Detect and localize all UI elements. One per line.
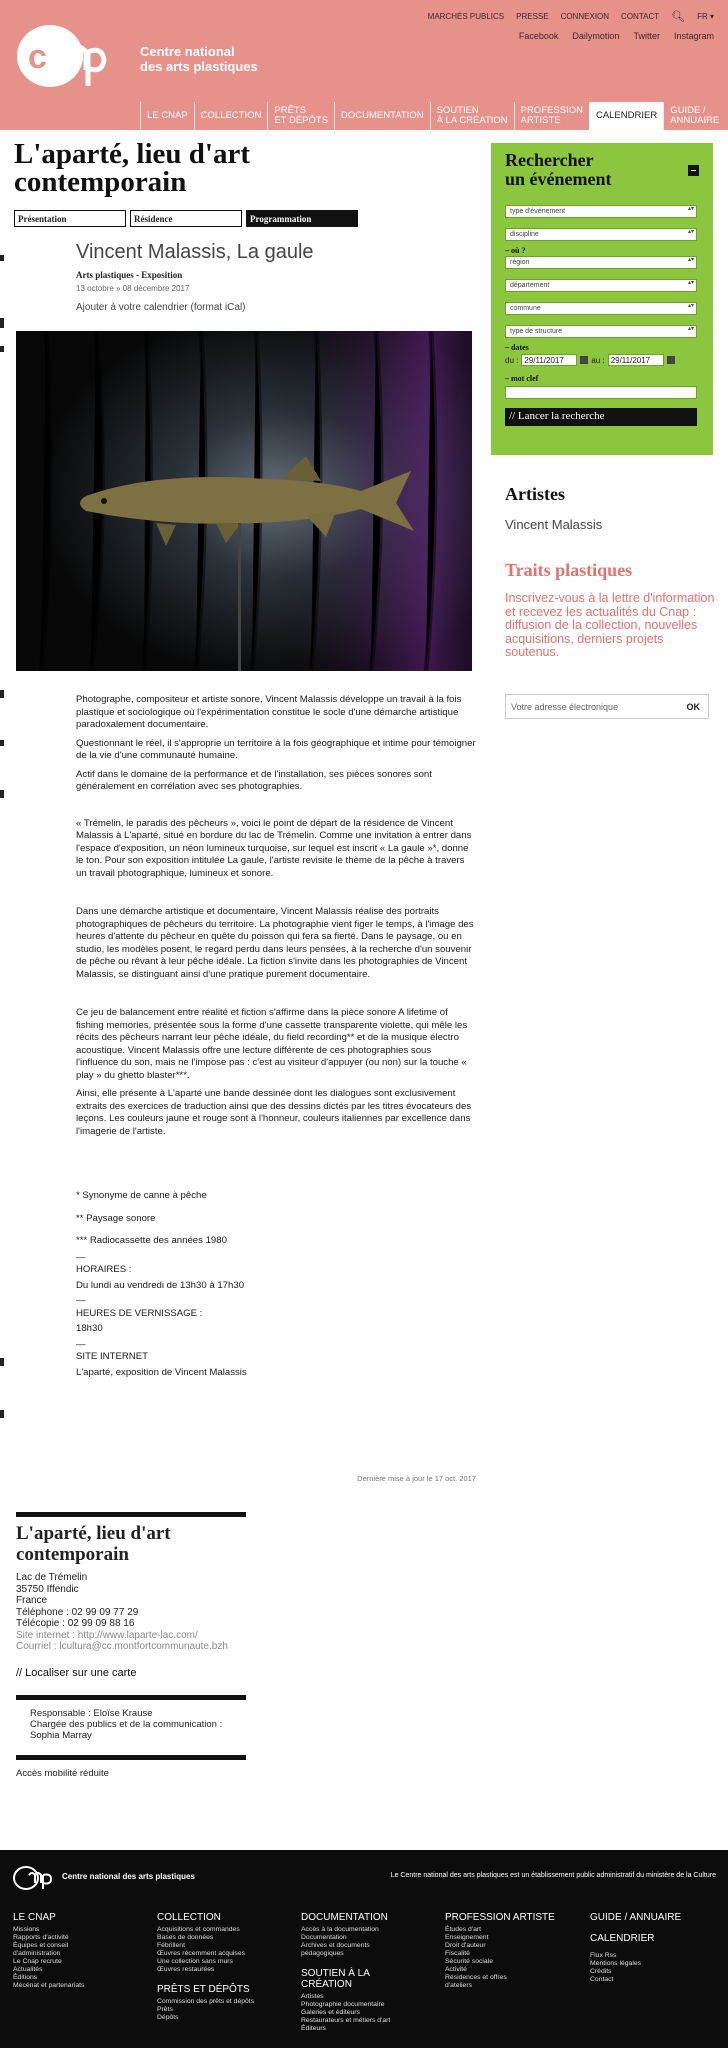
edge-fragment: [0, 346, 4, 352]
accessibility: Accès mobilité réduite: [16, 1767, 109, 1779]
footer-col-documentation: DOCUMENTATION Accès à la documentation Documentation Archives et documents pédagogiques SOUTIEN À LA CRÉATION Artistes Photographie documentaire Galeries et éditeurs Restaurateurs et métiers d'art Éditeurs: [301, 1912, 391, 2032]
newsletter-text: Inscrivez-vous à la lettre d'information et recevez les actualités du Cnap : diffusion de la collection, nouvelles acquisitions, derniers projets soutenus.: [505, 591, 715, 659]
top-link-contact[interactable]: CONTACT: [621, 12, 660, 21]
keyword-input[interactable]: [505, 386, 697, 399]
top-link-marches[interactable]: MARCHÉS PUBLICS: [427, 12, 505, 21]
event-search-panel: Rechercher un événement type d'événement ▴▾ discipline ▴▾ – où ? région ▴▾ département ▴▾ commune ▴▾ type de structure ▴▾ – dates du : 29/11/2017 au : 29/11/2017 – mot clef // Lancer la recherche: [491, 143, 713, 455]
select-discipline[interactable]: discipline ▴▾: [505, 228, 697, 241]
website-label: SITE INTERNET: [76, 1351, 148, 1362]
date-to-input[interactable]: 29/11/2017: [608, 354, 664, 366]
venue-address: Lac de Trémelin 35750 Iffendic France Téléphone : 02 99 09 77 29 Télécopie : 02 99 09 88 16 Site internet : http://www.laparte-lac.com/ Courriel : lcultura@cc.montfortcommunaute.bzh: [16, 1572, 246, 1653]
select-region[interactable]: région ▴▾: [505, 256, 697, 269]
social-instagram[interactable]: Instagram: [673, 31, 714, 41]
nav-collection[interactable]: COLLECTION: [194, 102, 268, 130]
venue-email-link[interactable]: Courriel : lcultura@cc.montfortcommunaute.bzh: [16, 1641, 228, 1652]
artists-heading: Artistes: [505, 484, 565, 504]
edge-fragment: [0, 1358, 4, 1366]
calendar-icon[interactable]: [667, 356, 675, 364]
social-facebook[interactable]: Facebook: [518, 31, 559, 41]
search-title: Rechercher un événement: [505, 150, 612, 189]
nav-le-cnap[interactable]: LE CNAP: [140, 102, 194, 130]
fish-photo-illustration: [16, 331, 472, 671]
edge-fragment: [0, 1410, 4, 1418]
language-selector[interactable]: FR ▾: [697, 12, 714, 21]
newsletter-ok-button[interactable]: OK: [686, 702, 700, 712]
event-photo: [16, 331, 472, 671]
footnote: ** Paysage sonore: [76, 1212, 156, 1224]
website-link[interactable]: L'aparté, exposition de Vincent Malassis: [76, 1366, 247, 1378]
svg-text:c: c: [28, 38, 47, 76]
tab-residence[interactable]: Résidence: [130, 210, 242, 227]
venue-contacts: Responsable : Eloïse Krause Chargée des publics et de la communication : Sophia Marray: [30, 1707, 223, 1741]
divider: [16, 1755, 246, 1760]
edge-fragment: [0, 790, 4, 798]
opening-label: HEURES DE VERNISSAGE :: [76, 1307, 203, 1319]
footer-col-collection: COLLECTION Acquisitions et commandes Bases de données Fébrillent Œuvres récemment acquises Une collection sans murs Œuvres restaurées PRÊTS ET DÉPÔTS Commission des prêts et dépôts Prêts Dépôts: [157, 1912, 255, 2021]
venue-tabs: [14, 210, 476, 227]
cnap-footer-logo[interactable]: [13, 1865, 53, 1891]
select-structure-type[interactable]: type de structure ▴▾: [505, 325, 697, 338]
hours-label: HORAIRES :: [76, 1264, 132, 1275]
search-icon[interactable]: 🔍︎: [671, 11, 686, 23]
ical-link[interactable]: Ajouter à votre calendrier (format iCal): [76, 302, 246, 313]
artist-link[interactable]: Vincent Malassis: [505, 517, 603, 532]
edge-fragment: [0, 255, 4, 261]
top-link-connexion[interactable]: CONNEXION: [560, 12, 610, 21]
main-nav: [140, 102, 725, 130]
footer-col-le-cnap: LE CNAP Missions Rapports d'activité Équipes et conseil d'administration Le Cnap recrute Actualités Éditions Mécénat et partenariats: [13, 1912, 85, 1989]
site-name[interactable]: Centre national des arts plastiques: [140, 44, 258, 74]
footer-col-guide: GUIDE / ANNUAIRE CALENDRIER Flux Rss Mentions légales Crédits Contact: [590, 1912, 682, 1983]
event-dates: 13 octobre » 08 décembre 2017: [76, 284, 190, 293]
select-event-type[interactable]: type d'événement ▴▾: [505, 205, 697, 218]
site-header: [0, 0, 728, 130]
social-twitter[interactable]: Twitter: [633, 31, 660, 41]
map-link[interactable]: // Localiser sur une carte: [16, 1666, 137, 1679]
top-link-presse[interactable]: PRESSE: [516, 12, 549, 21]
newsletter-email-input[interactable]: Votre adresse électronique OK: [505, 694, 709, 719]
site-footer: [0, 1850, 728, 2048]
tab-presentation[interactable]: Présentation: [14, 210, 126, 227]
footer-org-name: Centre national des arts plastiques: [62, 1872, 195, 1881]
collapse-icon[interactable]: [688, 165, 699, 176]
main-content: [14, 140, 476, 313]
hours: Du lundi au vendredi de 13h30 à 17h30: [76, 1279, 245, 1291]
tab-programmation[interactable]: Programmation: [246, 210, 358, 227]
social-dailymotion[interactable]: Dailymotion: [572, 31, 620, 41]
footnote: *** Radiocassette des années 1980: [76, 1235, 227, 1246]
date-from-input[interactable]: 29/11/2017: [521, 354, 577, 366]
top-links: [428, 10, 714, 23]
calendar-icon[interactable]: [580, 356, 588, 364]
footer-tagline: Le Centre national des arts plastiques est un établissement public administratif du ministère de la Culture: [390, 1872, 716, 1879]
divider: [16, 1695, 246, 1700]
venue-site-link[interactable]: Site internet : http://www.laparte-lac.com/: [16, 1629, 198, 1641]
venue-name[interactable]: L'aparté, lieu d'art contemporain: [16, 1523, 171, 1565]
footer-col-profession-artiste: PROFESSION ARTISTE Études d'art Enseignement Droit d'auteur Fiscalité Sécurité sociale Activité Résidences et offres d'ateliers: [445, 1912, 555, 1989]
edge-fragment: [0, 318, 4, 328]
date-range: du : 29/11/2017 au : 29/11/2017: [505, 354, 699, 366]
cnap-logo[interactable]: [14, 22, 110, 98]
page-title: L'aparté, lieu d'art contemporain: [14, 138, 251, 198]
edge-fragment: [0, 740, 4, 746]
divider: [16, 1512, 246, 1517]
nav-prets-depots[interactable]: PRÊTS ET DÉPÔTS: [267, 102, 334, 130]
event-description: Photographe, compositeur et artiste sonore, Vincent Malassis développe un travail à la fois plastique et sociologique où l'expérimentation constitue le socle d'une démarche artistique paradoxalement documentaire. Questionnant le réel, il s'approprie un territoire à la fois géographique et intime pour témoigner de la vie d'une communauté humaine. Actif dans le domaine de la performance et de l'installation, ses pièces sonores sont généralement en corrélation avec ses photographies. « Trémelin, le paradis des pêcheurs », voici le point de départ de la résidence de Vincent Malassis à L'aparté, situé en bordure du lac de Trémelin. Comme une invitation à entrer dans l'espace d'exposition, un néon lumineux turquoise, sur lequel est inscrit « La gaule »*, donne le ton. Pour son exposition intitulée La gaule, l'artiste revisite le thème de la pêche à travers un travail photographique, lumineux et sonore. Dans une démarche artistique et documentaire, Vincent Malassis réalise des portraits photographiques de pêcheurs du territoire. La photographie vient figer le temps, à l'image des heures d'attente du pêcheur en quête du poisson qui fera sa fierté. Dans le paysage, ou en studio, les modèles posent, le regard perdu dans leurs pensées, à la recherche d'un souvenir de pêche ou rêvant à leur pêche idéale. La fiction s'invite dans les photographies de Vincent Malassis, se distinguant ainsi d'une pratique purement documentaire. Ce jeu de balancement entre réalité et fiction s'affirme dans la pièce sonore A lifetime of fishing memories, présentée sous la forme d'une cassette transparente violette, qui mêle les récits des pêcheurs narrant leur pêche idéale, du field recording** et de la musique électro acoustique. Vincent Malassis offre une lecture différente de ces photographies sous l'influence du son, mais ne l'impose pas : c'est au visiteur d'appuyer (ou non) sur la touche « play » du ghetto blaster***. Ainsi, elle présente à L'aparté une bande dessinée dont les dialogues sont exclusivement extraits des exercices de traduction ainsi que des dessins dictés par les titres évocateurs des leçons. Les couleurs jaune et rouge sont à l'honneur, couleurs italiennes par excellence dans l'imagerie de l'artiste. * Synonyme de canne à pêche ** Paysage sonore *** Radiocassette des années 1980 — HORAIRES : Du lundi au vendredi de 13h30 à 17h30 — HEURES DE VERNISSAGE : 18h30 — SITE INTERNET L'aparté, exposition de Vincent Malassis: [76, 694, 476, 1378]
footnote: * Synonyme de canne à pêche: [76, 1190, 207, 1201]
nav-calendrier[interactable]: CALENDRIER: [589, 102, 663, 130]
nav-profession-artiste[interactable]: PROFESSION ARTISTE: [514, 102, 589, 130]
edge-fragment: [0, 690, 4, 698]
opening: 18h30: [76, 1323, 103, 1334]
search-button[interactable]: // Lancer la recherche: [505, 408, 697, 426]
nav-guide-annuaire[interactable]: GUIDE / ANNUAIRE: [663, 102, 725, 130]
venue-block: [16, 1512, 246, 1779]
event-header: [76, 241, 476, 313]
last-update: Dernière mise à jour le 17 oct. 2017: [357, 1474, 476, 1483]
nav-soutien[interactable]: SOUTIEN À LA CRÉATION: [430, 102, 514, 130]
select-commune[interactable]: commune ▴▾: [505, 302, 697, 315]
social-links: [519, 31, 714, 41]
select-departement[interactable]: département ▴▾: [505, 279, 697, 292]
newsletter-heading: Traits plastiques: [505, 560, 633, 580]
event-title: Vincent Malassis, La gaule: [76, 241, 314, 263]
nav-documentation[interactable]: DOCUMENTATION: [334, 102, 430, 130]
event-category: Arts plastiques - Exposition: [76, 270, 183, 280]
